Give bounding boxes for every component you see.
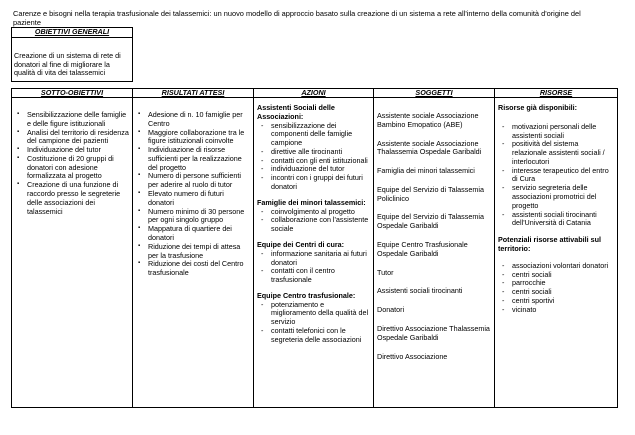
list-item: - motivazioni personali delle assistenti sociali — [498, 123, 614, 141]
subject-item: Tutor — [377, 267, 394, 277]
list-item: - interesse terapeutico del entro di Cura — [498, 167, 614, 185]
list-item: - coinvolgimento al progetto — [257, 208, 370, 217]
header-expected-results: RISULTATI ATTESI — [133, 89, 254, 98]
actions-group-title: Equipe Centro trasfusionale: — [257, 290, 356, 300]
subject-item: Equipe del Servizio di Talassemia Ospedale Garibaldi — [377, 212, 484, 231]
list-item: ▪ Costituzione di 20 gruppi di donatori con adesione formalizzata al progetto — [15, 155, 129, 181]
header-subjects: SOGGETTI — [374, 89, 495, 98]
resources-group-title: Risorse già disponibili: — [498, 103, 578, 112]
list-item: - vicinato — [498, 306, 614, 315]
subjects-cell — [374, 98, 495, 408]
list-item: ▪ Individuazione di risorse sufficienti per la realizzazione del progetto — [136, 146, 250, 172]
actions-group-title: Assistenti Sociali delle Associazioni: — [257, 103, 335, 121]
subject-item: Donatori — [377, 305, 405, 315]
subject-item: Assistenti sociali tirocinanti — [377, 286, 463, 296]
subject-item: Assistente sociale Associazione Bambino Emopatico (ABE) — [377, 111, 479, 129]
list-item: - direttive alle tirocinanti — [257, 148, 370, 157]
list-item: - assistenti sociali tirocinanti dell'Università di Catania — [498, 211, 614, 229]
list-item: ▪ Elevato numero di futuri donatori — [136, 190, 250, 208]
project-table — [11, 88, 618, 408]
subject-item: Assistente sociale Associazione Thalassemia Ospedale Garibaldi — [377, 138, 482, 157]
subject-item: Famiglia dei minori talassemici — [377, 166, 475, 176]
subject-item: Equipe Centro Trasfusionale Ospedale Garibaldi — [377, 240, 468, 258]
general-objectives-text: Creazione di un sistema di rete di donatori al fine di migliorare la qualità di vita dei talassemici — [14, 50, 121, 78]
list-item: ▪ Numero di persone sufficienti per aderire al ruolo di tutor — [136, 172, 250, 190]
list-item: ▪ Riduzione dei tempi di attesa per la trasfusione — [136, 243, 250, 261]
list-item: - sensibilizzazione dei componenti delle famiglie campione — [257, 122, 370, 148]
list-item: - associazioni volontari donatori — [498, 262, 614, 271]
actions-cell — [254, 98, 374, 408]
list-item: - centri sociali — [498, 288, 614, 297]
resources-cell — [495, 98, 618, 408]
general-objectives-box — [11, 27, 133, 82]
list-item: ▪ Maggiore collaborazione tra le figure istituzionali coinvolte — [136, 129, 250, 147]
list-item: - contatti con il centro trasfusionale — [257, 267, 370, 285]
document-intro: Carenze e bisogni nella terapia trasfusionale dei talassemici: un nuovo modello di approccio basato sulla creazione di un sistema a rete all'interno della comunità d'origine del paziente — [13, 9, 581, 28]
subject-item: Direttivo Associazione Thalassemia Ospedale Garibaldi — [377, 323, 490, 342]
list-item: ▪ Creazione di una funzione di raccordo presso le segreterie delle associazioni dei talassemici — [15, 181, 129, 216]
list-item: ▪ Adesione di n. 10 famiglie per Centro — [136, 111, 250, 129]
list-item: ▪ Sensibilizzazione delle famiglie e delle figure istituzionali — [15, 111, 129, 129]
expected-results-cell — [133, 98, 254, 408]
actions-group-title: Famiglie dei minori talassemici: — [257, 197, 366, 207]
resources-group-title: Potenziali risorse attivabili sul territorio: — [498, 235, 602, 253]
list-item: ▪ Mappatura di quartiere dei donatori — [136, 225, 250, 243]
list-item: - servizio segreteria delle associazioni promotrici del progetto — [498, 184, 614, 210]
list-item: - collaborazione con l'assistente sociale — [257, 216, 370, 234]
list-item: - contatti telefonici con le segreteria delle associazioni — [257, 327, 370, 345]
list-item: ▪ Riduzione dei costi del Centro trasfusionale — [136, 260, 250, 278]
general-objectives-header: OBIETTIVI GENERALI — [12, 28, 132, 38]
header-sub-objectives: SOTTO-OBIETTIVI — [12, 89, 133, 98]
list-item: - individuazione del tutor — [257, 165, 370, 174]
subject-item: Direttivo Associazione — [377, 351, 448, 361]
list-item: - informazione sanitaria ai futuri donatori — [257, 250, 370, 268]
list-item: ▪ Individuazione del tutor — [15, 146, 129, 155]
list-item: - positività del sistema relazionale assistenti sociali / interlocutori — [498, 140, 614, 166]
list-item: - centri sociali — [498, 271, 614, 280]
header-actions: AZIONI — [254, 89, 374, 98]
list-item: - contatti con gli enti istituzionali — [257, 157, 370, 166]
list-item: - incontri con i gruppi dei futuri donatori — [257, 174, 370, 192]
header-resources: RISORSE — [495, 89, 618, 98]
list-item: ▪ Analisi del territorio di residenza del campione dei pazienti — [15, 129, 129, 147]
list-item: - centri sportivi — [498, 297, 614, 306]
list-item: - potenziamento e miglioramento della qualità del servizio — [257, 301, 370, 327]
list-item: - parrocchie — [498, 279, 614, 288]
subject-item: Equipe del Servizio di Talassemia Policlinico — [377, 184, 484, 203]
list-item: ▪ Numero minimo di 30 persone per ogni singolo gruppo — [136, 208, 250, 226]
sub-objectives-cell — [12, 98, 133, 408]
actions-group-title: Equipe dei Centri di cura: — [257, 239, 345, 249]
